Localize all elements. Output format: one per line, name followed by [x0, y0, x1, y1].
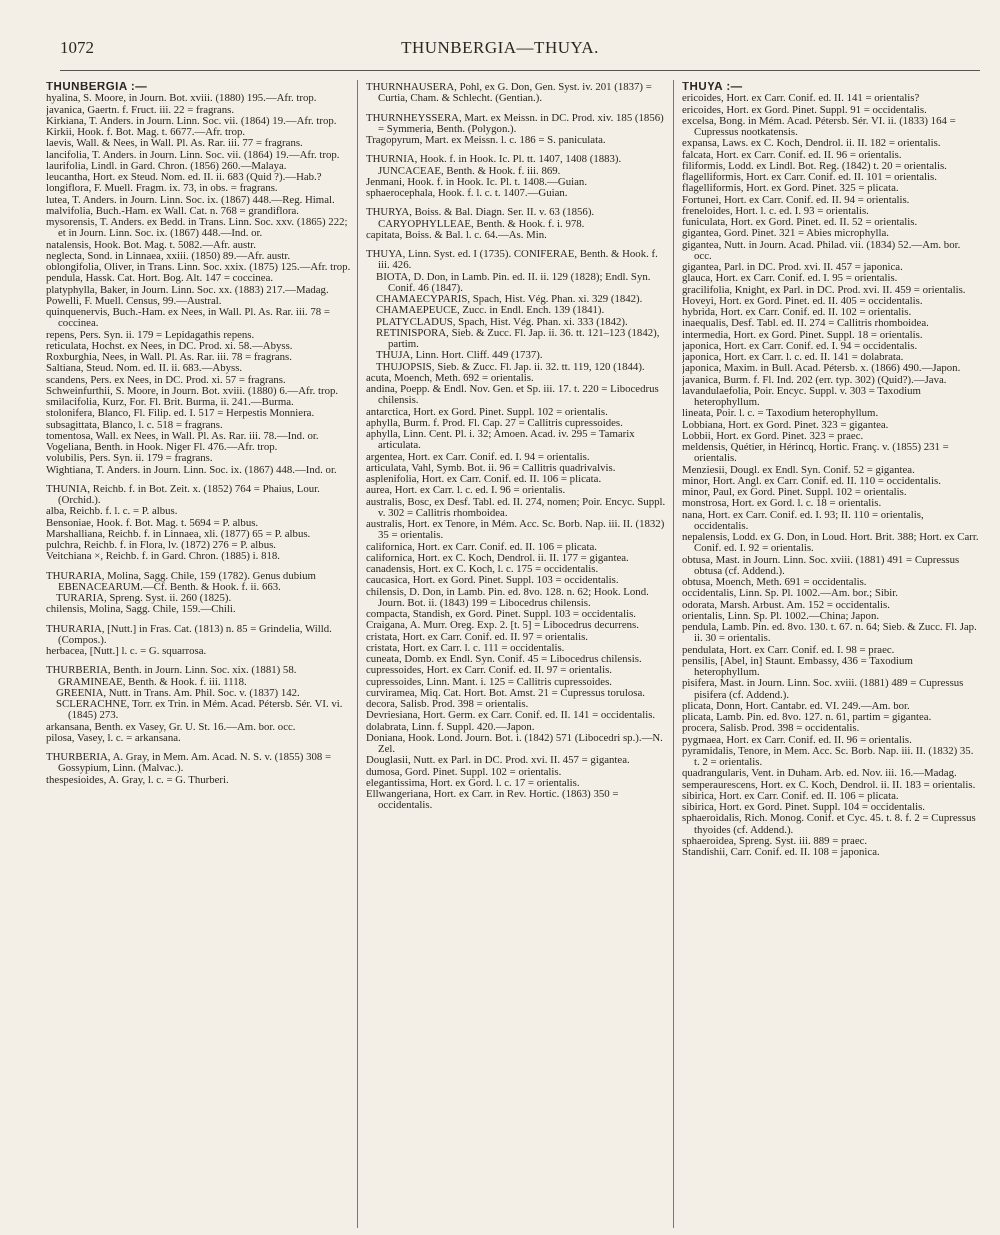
- species-entry: neglecta, Sond. in Linnaea, xxiii. (1850) 89.—Afr. austr.: [46, 249, 291, 262]
- synonym-genus-entry: TURARIA, Spreng. Syst. ii. 260 (1825).: [56, 592, 232, 604]
- species-entry: sphaerocephala, Hook. f. l. c. t. 1407.—Guian.: [366, 187, 568, 199]
- header-rule: [60, 70, 980, 71]
- species-entry: quadrangularis, Vent. in Duham. Arb. ed. Nov. iii. 16.—Madag.: [682, 767, 957, 780]
- synonym-genus-entry: SCLERACHNE, Torr. ex Trin. in Mém. Acad. Pétersb. Sér. VI. vi. (1845) 273.: [56, 698, 343, 722]
- running-title: THUNBERGIA—THUYA.: [401, 38, 599, 57]
- species-entry: plicata, Donn, Hort. Cantabr. ed. VI. 249.—Am. bor.: [682, 699, 910, 712]
- species-entry: Kirkii, Hook. f. Bot. Mag. t. 6677.—Afr. trop.: [46, 126, 246, 138]
- species-entry: inaequalis, Desf. Tabl. ed. II. 274 = Callitris rhomboidea.: [682, 317, 929, 330]
- species-entry: freneloides, Hort. l. c. ed. I. 93 = orientalis.: [682, 204, 869, 217]
- species-entry: sphaeroidalis, Rich. Monog. Conif. et Cyc. 45. t. 8. f. 2 = Cupressus thyoides (cf. Addend.).: [682, 812, 976, 836]
- species-entry: japonica, Maxim. in Bull. Acad. Pétersb. x. (1866) 490.—Japon.: [682, 362, 961, 375]
- genus-entry: THURNIA, Hook. f. in Hook. Ic. Pl. tt. 1407, 1408 (1883). JUNCACEAE, Benth. & Hook. f. iii. 869.: [366, 153, 622, 177]
- text-column-2: [366, 82, 668, 1227]
- species-entry: cuneata, Domb. ex Endl. Syn. Conif. 45 = Libocedrus chilensis.: [366, 653, 642, 665]
- species-entry: aphylla, Burm. f. Prod. Fl. Cap. 27 = Callitris cupressoides.: [366, 416, 623, 429]
- species-entry: obtusa, Mast. in Journ. Linn. Soc. xviii. (1881) 491 = Cupressus obtusa (cf. Addend.).: [682, 553, 960, 577]
- species-entry: orientalis, Linn. Sp. Pl. 1002.—China; Japon.: [682, 609, 880, 622]
- synonym-genus-entry: CHAMAEPEUCE, Zucc. in Endl. Ench. 139 (1841).: [376, 304, 605, 317]
- species-entry: minor, Paul, ex Gord. Pinet. Suppl. 102 = orientalis.: [682, 486, 907, 498]
- species-entry: Ellwangeriana, Hort. ex Carr. in Rev. Hortic. (1863) 350 = occidentalis.: [366, 788, 619, 812]
- species-entry: articulata, Vahl, Symb. Bot. ii. 96 = Callitris quadrivalvis.: [366, 461, 616, 474]
- species-entry: filiformis, Lodd. ex Lindl. Bot. Reg. (1842) t. 20 = orientalis.: [682, 159, 947, 172]
- species-entry: Standishii, Carr. Conif. ed. II. 108 = japonica.: [682, 846, 880, 858]
- species-entry: asplenifolia, Hort. ex Carr. Conif. ed. II. 106 = plicata.: [366, 473, 602, 485]
- species-entry: gracilifolia, Knight, ex Parl. in DC. Prod. xvi. II. 459 = orientalis.: [682, 283, 966, 296]
- genus-heading: THUNBERGIA :—: [46, 82, 148, 93]
- species-entry: flagelliformis, Hort. ex Gord. Pinet. 325 = plicata.: [682, 182, 899, 195]
- species-entry: japonica, Hort. ex Carr. Conif. ed. I. 94 = occidentalis.: [682, 339, 918, 352]
- species-entry: lutea, T. Anders. in Journ. Linn. Soc. ix. (1867) 448.—Reg. Himal.: [46, 193, 335, 206]
- species-entry: pyramidalis, Tenore, in Mem. Acc. Sc. Borb. Nap. iii. II. (1832) 35. t. 2 = orientalis.: [682, 744, 974, 768]
- species-entry: caucasica, Hort. ex Gord. Pinet. Suppl. 103 = occidentalis.: [366, 574, 619, 587]
- species-entry: Fortunei, Hort. ex Carr. Conif. ed. II. 94 = orientalis.: [682, 193, 910, 206]
- species-entry: quinquenervis, Buch.-Ham. ex Nees, in Wall. Pl. As. Rar. iii. 78 = coccinea.: [46, 306, 330, 330]
- species-entry: gigantea, Gord. Pinet. 321 = Abies microphylla.: [682, 227, 889, 240]
- species-entry: dolabrata, Linn. f. Suppl. 420.—Japon.: [366, 720, 535, 733]
- species-entry: cristata, Hort. ex Carr. l. c. 111 = occidentalis.: [366, 641, 565, 654]
- genus-heading: THUYA :—: [682, 82, 743, 93]
- species-entry: reticulata, Hochst. ex Nees, in DC. Prod. xi. 58.—Abyss.: [46, 339, 293, 352]
- species-entry: pendula, Hassk. Cat. Hort. Bog. Alt. 147 = coccinea.: [46, 272, 274, 285]
- species-entry: odorata, Marsh. Arbust. Am. 152 = occidentalis.: [682, 598, 890, 611]
- synonym-genus-entry: BIOTA, D. Don, in Lamb. Pin. ed. II. ii. 129 (1828); Endl. Syn. Conif. 46 (1847).: [376, 270, 651, 294]
- genus-entry: THURBERIA, Benth. in Journ. Linn. Soc. xix. (1881) 58. GRAMINEAE, Benth. & Hook. f. iii. 1118.: [46, 664, 297, 688]
- species-entry: chilensis, Molina, Sagg. Chile, 159.—Chili.: [46, 603, 236, 616]
- species-entry: occidentalis, Linn. Sp. Pl. 1002.—Am. bor.; Sibir.: [682, 587, 898, 600]
- species-entry: Menziesii, Dougl. ex Endl. Syn. Conif. 52 = gigantea.: [682, 463, 915, 476]
- species-entry: aurea, Hort. ex Carr. l. c. ed. I. 96 = orientalis.: [366, 484, 566, 497]
- species-entry: nepalensis, Lodd. ex G. Don, in Loud. Hort. Brit. 388; Hort. ex Carr. Conif. ed. I. 92 = orientalis.: [682, 531, 979, 555]
- species-entry: mysorensis, T. Anders. ex Bedd. in Trans. Linn. Soc. xxv. (1865) 222; et in Journ. Linn. Soc. ix. (1867) 448.—Ind. or.: [46, 216, 348, 240]
- species-entry: australis, Hort. ex Tenore, in Mém. Acc. Sc. Borb. Nap. iii. II. (1832) 35 = orientalis.: [366, 518, 665, 542]
- synonym-genus-entry: CHAMAECYPARIS, Spach, Hist. Vég. Phan. xi. 329 (1842).: [376, 293, 643, 305]
- species-entry: acuta, Moench, Meth. 692 = orientalis.: [366, 371, 534, 384]
- species-entry: laurifolia, Lindl. in Gard. Chron. (1856) 260.—Malaya.: [46, 159, 287, 172]
- genus-entry: THUNIA, Reichb. f. in Bot. Zeit. x. (1852) 764 = Phaius, Lour. (Orchid.).: [46, 482, 320, 506]
- species-entry: expansa, Laws. ex C. Koch, Dendrol. ii. II. 182 = orientalis.: [682, 137, 941, 150]
- species-entry: herbacea, [Nutt.] l. c. = G. squarrosa.: [46, 645, 207, 657]
- species-entry: smilacifolia, Kurz, For. Fl. Brit. Burma, ii. 241.—Burma.: [46, 396, 294, 408]
- species-entry: lancifolia, T. Anders. in Journ. Linn. Soc. vii. (1864) 19.—Afr. trop.: [46, 148, 340, 161]
- text-column-1: [46, 82, 352, 1227]
- species-entry: dumosa, Gord. Pinet. Suppl. 102 = orientalis.: [366, 765, 562, 778]
- species-entry: Marshalliana, Reichb. f. in Linnaea, xli. (1877) 65 = P. albus.: [46, 527, 311, 540]
- species-entry: volubilis, Pers. Syn. ii. 179 = fragrans.: [46, 452, 213, 465]
- column-divider: [673, 80, 674, 1228]
- species-entry: sibirica, Hort. ex Carr. Conif. ed. II. 106 = plicata.: [682, 789, 899, 802]
- genus-entry: THURARIA, [Nutt.] in Fras. Cat. (1813) n. 85 = Grindelia, Willd. (Compos.).: [46, 622, 332, 646]
- species-entry: capitata, Boiss. & Bal. l. c. 64.—As. Min.: [366, 228, 547, 241]
- synonym-genus-entry: GREENIA, Nutt. in Trans. Am. Phil. Soc. v. (1837) 142.: [56, 686, 300, 699]
- species-entry: lineata, Poir. l. c. = Taxodium heterophyllum.: [682, 407, 879, 420]
- species-entry: javanica, Gaertn. f. Fruct. iii. 22 = fragrans.: [46, 103, 235, 116]
- synonym-genus-entry: PLATYCLADUS, Spach, Hist. Vég. Phan. xi. 333 (1842).: [376, 315, 628, 328]
- species-entry: excelsa, Bong. in Mém. Acad. Pétersb. Sér. VI. ii. (1833) 164 = Cupressus nootkatensis.: [682, 114, 956, 138]
- species-entry: Lobbiana, Hort. ex Gord. Pinet. 323 = gigantea.: [682, 418, 889, 431]
- species-entry: Tragopyrum, Mart. ex Meissn. l. c. 186 = S. paniculata.: [366, 134, 606, 146]
- species-entry: andina, Poepp. & Endl. Nov. Gen. et Sp. iii. 17. t. 220 = Libocedrus chilensis.: [366, 383, 659, 407]
- column-divider: [357, 80, 358, 1228]
- species-entry: glauca, Hort. ex Carr. Conif. ed. I. 95 = orientalis.: [682, 272, 898, 285]
- species-entry: Lobbii, Hort. ex Gord. Pinet. 323 = praec.: [682, 429, 864, 442]
- species-entry: Veitchiana ×, Reichb. f. in Gard. Chron. (1885) i. 818.: [46, 550, 280, 563]
- species-entry: Hoveyi, Hort. ex Gord. Pinet. ed. II. 405 = occidentalis.: [682, 294, 923, 307]
- species-entry: pulchra, Reichb. f. in Flora, lv. (1872) 276 = P. albus.: [46, 539, 276, 551]
- text-column-3: [682, 82, 980, 1227]
- species-entry: thespesioides, A. Gray, l. c. = G. Thurberi.: [46, 773, 229, 786]
- species-entry: hyalina, S. Moore, in Journ. Bot. xviii. (1880) 195.—Afr. trop.: [46, 92, 317, 105]
- species-entry: argentea, Hort. ex Carr. Conif. ed. I. 94 = orientalis.: [366, 450, 590, 463]
- species-entry: Saltiana, Steud. Nom. ed. II. ii. 683.—Abyss.: [46, 362, 243, 375]
- species-entry: pendulata, Hort. ex Carr. Conif. ed. I. 98 = praec.: [682, 643, 895, 656]
- species-entry: chilensis, D. Don, in Lamb. Pin. ed. 8vo. 128. n. 62; Hook. Lond. Journ. Bot. ii. (1843) 199 = Libocedrus chilensis.: [366, 585, 649, 609]
- species-entry: oblongifolia, Oliver, in Trans. Linn. Soc. xxix. (1875) 125.—Afr. trop.: [46, 261, 351, 273]
- species-entry: pendula, Lamb. Pin. ed. 8vo. 130. t. 67. n. 64; Sieb. & Zucc. Fl. Jap. ii. 30 = orientalis.: [682, 621, 977, 645]
- species-entry: Roxburghia, Nees, in Wall. Pl. As. Rar. iii. 78 = fragrans.: [46, 351, 292, 363]
- species-entry: javanica, Burm. f. Fl. Ind. 202 (err. typ. 302) (Quid?).—Java.: [682, 373, 947, 386]
- species-entry: pensilis, [Abel, in] Staunt. Embassy, 436 = Taxodium heterophyllum.: [682, 654, 913, 678]
- species-entry: sibirica, Hort. ex Gord. Pinet. Suppl. 104 = occidentalis.: [682, 801, 925, 813]
- species-entry: curviramea, Miq. Cat. Hort. Bot. Amst. 21 = Cupressus torulosa.: [366, 686, 645, 699]
- species-entry: gigantea, Nutt. in Journ. Acad. Philad. vii. (1834) 52.—Am. bor. occ.: [682, 238, 961, 262]
- species-entry: californica, Hort. ex Carr. Conif. ed. II. 106 = plicata.: [366, 540, 597, 553]
- species-entry: cupressoides, Hort. ex Carr. Conif. ed. II. 97 = orientalis.: [366, 664, 612, 677]
- species-entry: funiculata, Hort. ex Gord. Pinet. ed. II. 52 = orientalis.: [682, 216, 918, 228]
- species-entry: australis, Bosc, ex Desf. Tabl. ed. II. 274, nomen; Poir. Encyc. Suppl. v. 302 = Callitris rhomboidea.: [366, 495, 666, 519]
- genus-entry: THURARIA, Molina, Sagg. Chile, 159 (1782). Genus dubium EBENACEARUM.—Cf. Benth. & Hook. f. ii. 663.: [46, 569, 316, 593]
- species-entry: nana, Hort. ex Carr. Conif. ed. I. 93; II. 110 = orientalis, occidentalis.: [682, 508, 924, 532]
- genus-entry: THURYA, Boiss. & Bal. Diagn. Ser. II. v. 63 (1856). CARYOPHYLLEAE, Benth. & Hook. f. i. 978.: [366, 206, 595, 230]
- species-entry: minor, Hort. Angl. ex Carr. Conif. ed. II. 110 = occidentalis.: [682, 474, 941, 487]
- genus-entry: THUYA, Linn. Syst. ed. I (1735). CONIFERAE, Benth. & Hook. f. iii. 426.: [366, 248, 658, 272]
- species-entry: antarctica, Hort. ex Gord. Pinet. Suppl. 102 = orientalis.: [366, 405, 608, 418]
- species-entry: longiflora, F. Muell. Fragm. ix. 73, in obs. = fragrans.: [46, 182, 278, 195]
- genus-entry: THURNHEYSSERA, Mart. ex Meissn. in DC. Prod. xiv. 185 (1856) = Symmeria, Benth. (Polygon.).: [366, 111, 664, 135]
- species-entry: scandens, Pers. ex Nees, in DC. Prod. xi. 57 = fragrans.: [46, 373, 286, 386]
- species-entry: alba, Reichb. f. l. c. = P. albus.: [46, 505, 178, 518]
- species-entry: elegantissima, Hort. ex Gord. l. c. 17 = orientalis.: [366, 776, 580, 789]
- species-entry: japonica, Hort. ex Carr. l. c. ed. II. 141 = dolabrata.: [682, 351, 904, 363]
- species-entry: Wightiana, T. Anders. in Journ. Linn. Soc. ix. (1867) 448.—Ind. or.: [46, 463, 337, 476]
- species-entry: sphaeroidea, Spreng. Syst. iii. 889 = praec.: [682, 834, 868, 847]
- species-entry: cupressoides, Linn. Mant. i. 125 = Callitris cupressoides.: [366, 675, 612, 688]
- species-entry: cristata, Hort. ex Carr. Conif. ed. II. 97 = orientalis.: [366, 630, 588, 643]
- synonym-genus-entry: RETINISPORA, Sieb. & Zucc. Fl. Jap. ii. 36. tt. 121–123 (1842), partim.: [376, 326, 660, 350]
- species-entry: obtusa, Moench, Meth. 691 = occidentalis.: [682, 576, 867, 588]
- species-entry: natalensis, Hook. Bot. Mag. t. 5082.—Afr. austr.: [46, 238, 256, 251]
- species-entry: flagelliformis, Hort. ex Carr. Conif. ed. II. 101 = orientalis.: [682, 171, 937, 183]
- species-entry: ericoides, Hort. ex Carr. Conif. ed. II. 141 = orientalis?: [682, 92, 920, 105]
- species-entry: Craigana, A. Murr. Oreg. Exp. 2. [t. 5] = Libocedrus decurrens.: [366, 619, 639, 632]
- species-entry: Devriesiana, Hort. Germ. ex Carr. Conif. ed. II. 141 = occidentalis.: [366, 709, 656, 722]
- genus-entry: THURBERIA, A. Gray, in Mem. Am. Acad. N. S. v. (1855) 308 = Gossypium, Linn. (Malvac.).: [46, 751, 332, 775]
- species-entry: Douglasii, Nutt. ex Parl. in DC. Prod. xvi. II. 457 = gigantea.: [366, 754, 630, 767]
- species-entry: platyphylla, Baker, in Journ. Linn. Soc. xx. (1883) 217.—Madag.: [46, 283, 329, 296]
- species-entry: falcata, Hort. ex Carr. Conif. ed. II. 96 = orientalis.: [682, 148, 902, 161]
- species-entry: Kirkiana, T. Anders. in Journ. Linn. Soc. vii. (1864) 19.—Afr. trop.: [46, 114, 337, 127]
- species-entry: gigantea, Parl. in DC. Prod. xvi. II. 457 = japonica.: [682, 261, 903, 273]
- species-entry: Jenmani, Hook. f. in Hook. Ic. Pl. t. 1408.—Guian.: [366, 175, 588, 188]
- species-entry: arkansana, Benth. ex Vasey, Gr. U. St. 16.—Am. bor. occ.: [46, 720, 296, 733]
- species-entry: plicata, Lamb. Pin. ed. 8vo. 127. n. 61, partim = gigantea.: [682, 711, 932, 723]
- species-entry: Schweinfurthii, S. Moore, in Journ. Bot. xviii. (1880) 6.—Afr. trop.: [46, 384, 339, 397]
- species-entry: leucantha, Hort. ex Steud. Nom. ed. II. ii. 683 (Quid ?).—Hab.?: [46, 171, 322, 183]
- species-entry: ericoides, Hort. ex Gord. Pinet. Suppl. 91 = occidentalis.: [682, 103, 927, 116]
- species-entry: procera, Salisb. Prod. 398 = occidentalis.: [682, 722, 860, 735]
- species-entry: repens, Pers. Syn. ii. 179 = Lepidagathis repens.: [46, 328, 255, 341]
- species-entry: laevis, Wall. & Nees, in Wall. Pl. As. Rar. iii. 77 = fragrans.: [46, 137, 303, 150]
- genus-entry: THURNHAUSERA, Pohl, ex G. Don, Gen. Syst. iv. 201 (1837) = Curtia, Cham. & Schlecht. (Gentian.).: [366, 82, 652, 105]
- species-entry: stolonifera, Blanco, Fl. Filip. ed. I. 517 = Herpestis Monniera.: [46, 407, 315, 420]
- species-entry: pygmaea, Hort. ex Carr. Conif. ed. II. 96 = orientalis.: [682, 733, 912, 746]
- species-entry: lavandulaefolia, Poir. Encyc. Suppl. v. 303 = Taxodium heterophyllum.: [682, 384, 921, 408]
- species-entry: aphylla, Linn. Cent. Pl. i. 32; Amoen. Acad. iv. 295 = Tamarix articulata.: [366, 428, 635, 452]
- species-entry: tomentosa, Wall. ex Nees, in Wall. Pl. As. Rar. iii. 78.—Ind. or.: [46, 429, 319, 442]
- synonym-genus-entry: THUJOPSIS, Sieb. & Zucc. Fl. Jap. ii. 32. tt. 119, 120 (1844).: [376, 360, 645, 373]
- species-entry: compacta, Standish, ex Gord. Pinet. Suppl. 103 = occidentalis.: [366, 608, 636, 620]
- species-entry: Doniana, Hook. Lond. Journ. Bot. i. (1842) 571 (Libocedri sp.).—N. Zel.: [366, 731, 663, 755]
- species-entry: monstrosa, Hort. ex Gord. l. c. 18 = orientalis.: [682, 497, 882, 510]
- species-entry: pilosa, Vasey, l. c. = arkansana.: [46, 731, 181, 744]
- species-entry: hybrida, Hort. ex Carr. Conif. ed. II. 102 = orientalis.: [682, 306, 912, 318]
- page-number: 1072: [60, 38, 94, 57]
- species-entry: subsagittata, Blanco, l. c. 518 = fragrans.: [46, 418, 223, 431]
- species-entry: Powelli, F. Muell. Census, 99.—Austral.: [46, 294, 222, 307]
- species-entry: canadensis, Hort. ex C. Koch, l. c. 175 = occidentalis.: [366, 563, 599, 575]
- species-entry: meldensis, Quétier, in Hérincq, Hortic. Franç. v. (1855) 231 = orientalis.: [682, 441, 949, 465]
- species-entry: californica, Hort. ex C. Koch, Dendrol. ii. II. 177 = gigantea.: [366, 551, 629, 564]
- species-entry: malvifolia, Buch.-Ham. ex Wall. Cat. n. 768 = grandiflora.: [46, 204, 299, 217]
- synonym-genus-entry: THUJA, Linn. Hort. Cliff. 449 (1737).: [376, 349, 543, 362]
- species-entry: semperaurescens, Hort. ex C. Koch, Dendrol. ii. II. 183 = orientalis.: [682, 778, 976, 791]
- species-entry: decora, Salisb. Prod. 398 = orientalis.: [366, 698, 529, 710]
- species-entry: Bensoniae, Hook. f. Bot. Mag. t. 5694 = P. albus.: [46, 516, 259, 529]
- species-entry: Vogeliana, Benth. in Hook. Niger Fl. 476.—Afr. trop.: [46, 441, 278, 453]
- species-entry: pisifera, Mast. in Journ. Linn. Soc. xviii. (1881) 489 = Cupressus pisifera (cf. Addend.).: [682, 677, 964, 701]
- species-entry: intermedia, Hort. ex Gord. Pinet. Suppl. 18 = orientalis.: [682, 328, 923, 341]
